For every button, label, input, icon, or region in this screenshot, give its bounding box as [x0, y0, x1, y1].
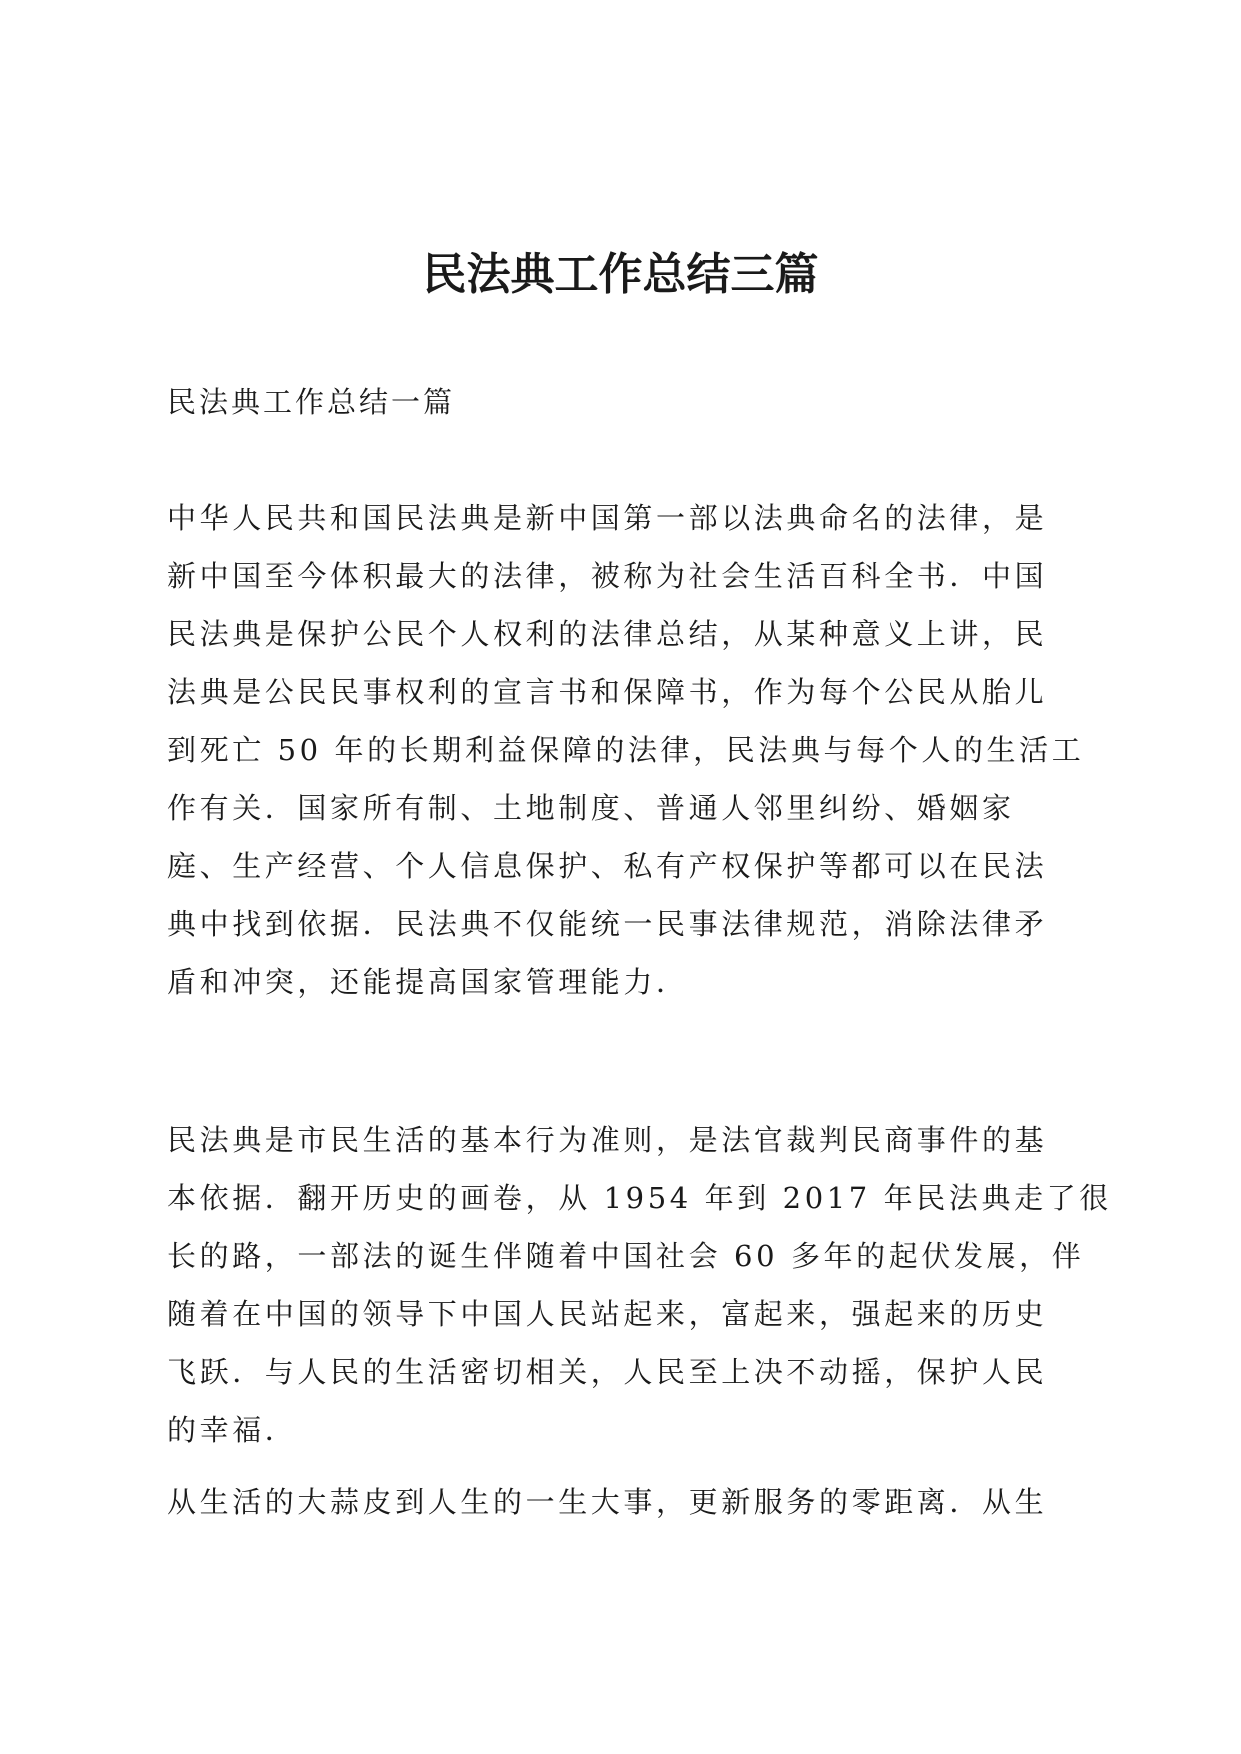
paragraph-3 — [167, 1473, 1087, 1531]
paragraph-line: 飞跃．与人民的生活密切相关，人民至上决不动摇，保护人民 — [167, 1355, 1048, 1389]
page-title: 民法典工作总结三篇 — [422, 249, 819, 300]
paragraph-line: 到死亡 50 年的长期利益保障的法律，民法典与每个人的生活工 — [167, 733, 1085, 767]
paragraph-line: 新中国至今体积最大的法律，被称为社会生活百科全书．中国 — [167, 559, 1048, 593]
paragraph-1 — [167, 489, 1087, 1011]
paragraph-line: 民法典是市民生活的基本行为准则，是法官裁判民商事件的基 — [167, 1123, 1048, 1157]
paragraph-line: 作有关．国家所有制、土地制度、普通人邻里纠纷、婚姻家 — [167, 791, 1015, 825]
paragraph-line: 从生活的大蒜皮到人生的一生大事，更新服务的零距离．从生 — [167, 1485, 1048, 1519]
section-title: 民法典工作总结一篇 — [167, 385, 456, 419]
paragraph-line: 民法典是保护公民个人权利的法律总结，从某种意义上讲，民 — [167, 617, 1048, 651]
paragraph-line: 庭、生产经营、个人信息保护、私有产权保护等都可以在民法 — [167, 849, 1048, 883]
paragraph-line: 长的路，一部法的诞生伴随着中国社会 60 多年的起伏发展，伴 — [167, 1239, 1085, 1273]
paragraph-line: 中华人民共和国民法典是新中国第一部以法典命名的法律，是 — [167, 501, 1048, 535]
paragraph-line: 典中找到依据．民法典不仅能统一民事法律规范，消除法律矛 — [167, 907, 1048, 941]
paragraph-line: 法典是公民民事权利的宣言书和保障书，作为每个公民从胎儿 — [167, 675, 1048, 709]
paragraph-2 — [167, 1111, 1112, 1459]
paragraph-line: 的幸福． — [167, 1413, 298, 1447]
paragraph-line: 随着在中国的领导下中国人民站起来，富起来，强起来的历史 — [167, 1297, 1048, 1331]
paragraph-line: 盾和冲突，还能提高国家管理能力． — [167, 965, 689, 999]
paragraph-line: 本依据．翻开历史的画卷，从 1954 年到 2017 年民法典走了很 — [167, 1181, 1112, 1215]
